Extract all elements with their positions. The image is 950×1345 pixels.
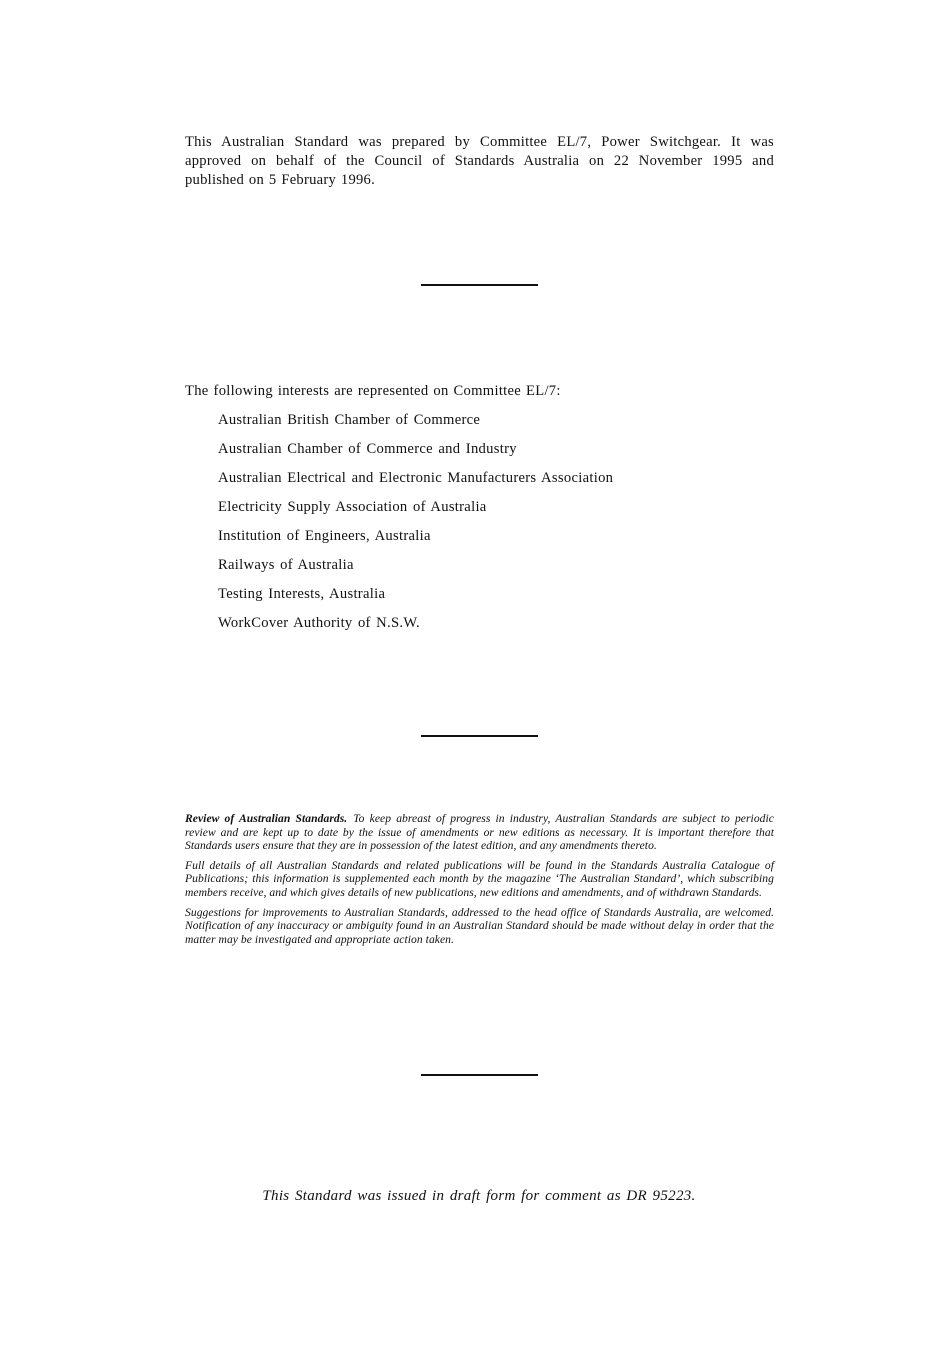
interests-list [218,410,613,642]
preparation-statement: This Australian Standard was prepared by Committee EL/7, Power Switchgear. It was approved on behalf of the Council of Standards Australia on 22 November 1995 and published on 5 February 1996. [185,134,774,188]
interests-heading: The following interests are represented on Committee EL/7: [185,383,561,399]
list-item: Australian British Chamber of Commerce [218,412,481,428]
review-title: Review of Australian Standards. [185,812,348,825]
draft-note: This Standard was issued in draft form for comment as DR 95223. [262,1188,696,1204]
review-notes [185,812,774,952]
details-paragraph: Full details of all Australian Standards and related publications will be found in the Standards Australia Catalogue of Publications; this information is supplemented each month by the magazine ‘The Australian Standard’, which subscribing members receive, and which gives details of new publications, new editions and amendments, and of withdrawn Standards. [185,858,774,899]
list-item: Electricity Supply Association of Australia [218,499,487,515]
review-text: To keep abreast of progress in industry, Australian Standards are subject to periodic review and are kept up to date by the issue of amendments or new editions as necessary. It is important therefore that Standards users ensure that they are in possession of the latest edition, and any amendments thereto. [185,812,774,853]
list-item: Australian Electrical and Electronic Manufacturers Association [218,470,614,486]
suggestions-paragraph: Suggestions for improvements to Australian Standards, addressed to the head office of Standards Australia, are welcomed. Notification of any inaccuracy or ambiguity found in an Australian Standard should be made without delay in order that the matter may be investigated and appropriate action taken. [185,905,774,946]
section-divider [421,1074,538,1076]
list-item: Institution of Engineers, Australia [218,528,431,544]
list-item: Testing Interests, Australia [218,586,386,602]
section-divider [421,284,538,286]
list-item: WorkCover Authority of N.S.W. [218,615,421,631]
list-item: Australian Chamber of Commerce and Industry [218,441,517,457]
section-divider [421,735,538,737]
review-paragraph [185,812,774,853]
list-item: Railways of Australia [218,557,354,573]
